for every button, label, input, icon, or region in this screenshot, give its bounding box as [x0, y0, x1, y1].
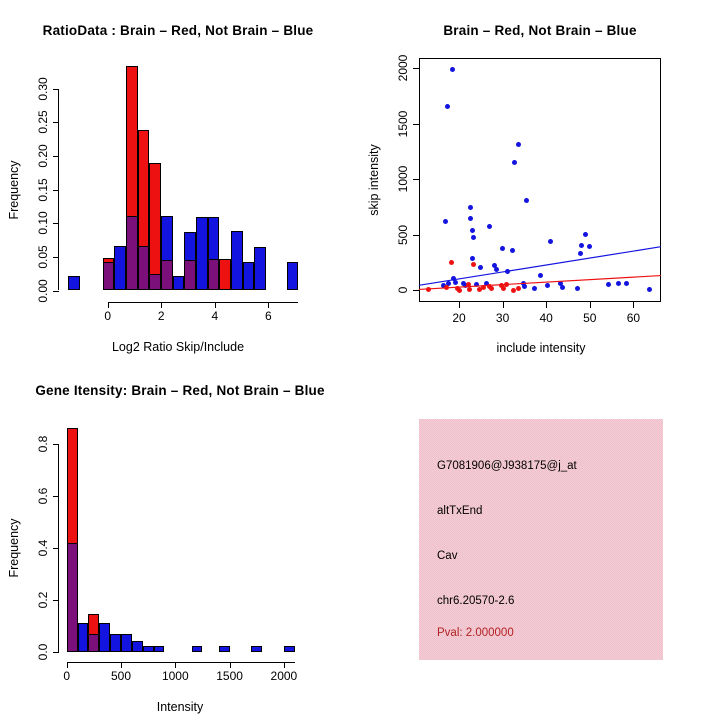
histogram-bar	[251, 646, 262, 652]
y-tick-label: 0.05	[36, 245, 50, 269]
scatter-point-not-brain	[516, 142, 521, 147]
histogram-bar	[110, 634, 121, 651]
ratio-histogram-title: RatioData : Brain – Red, Not Brain – Blue	[42, 23, 314, 38]
y-axis-tick	[53, 223, 59, 224]
y-axis-tick	[53, 89, 59, 90]
histogram-bar	[184, 232, 196, 261]
histogram-bar	[284, 646, 295, 652]
ratio-histogram-xlabel: Log2 Ratio Skip/Include	[111, 340, 245, 354]
scatter-point-not-brain	[522, 284, 527, 289]
y-tick-label: 0.0	[36, 643, 50, 661]
scatter-point-not-brain	[560, 285, 565, 290]
gene-histogram-title: Gene Itensity: Brain – Red, Not Brain – Blue	[35, 383, 325, 398]
histogram-bar	[287, 262, 299, 290]
x-axis-tick	[633, 302, 634, 308]
ratio-histogram-panel	[0, 0, 360, 360]
histogram-bar-overlap	[126, 216, 138, 291]
gene-name-text: Cav	[437, 550, 458, 562]
histogram-bar-overlap	[103, 262, 115, 291]
histogram-bar	[99, 623, 110, 652]
gene-info-box	[419, 419, 663, 660]
scatter-point-not-brain	[548, 239, 553, 244]
x-axis-line	[108, 302, 299, 303]
histogram-bar	[254, 247, 266, 291]
scatter-point-not-brain	[606, 282, 611, 287]
scatter-point-not-brain	[471, 235, 476, 240]
y-axis-tick	[53, 496, 59, 497]
scatter-point-not-brain	[532, 286, 537, 291]
histogram-bar	[121, 634, 132, 651]
y-tick-label: 0.30	[36, 76, 50, 101]
histogram-bar-overlap	[67, 543, 78, 652]
histogram-bar	[208, 217, 220, 260]
scatter-point-not-brain	[512, 160, 517, 165]
x-tick-label: 50	[583, 310, 597, 325]
y-axis-tick	[53, 122, 59, 123]
scatter-xlabel: include intensity	[496, 341, 586, 355]
x-axis-tick	[175, 662, 176, 668]
y-axis-tick	[53, 600, 59, 601]
x-tick-label: 60	[626, 310, 641, 325]
y-axis-tick	[413, 68, 419, 69]
histogram-bar	[196, 217, 208, 290]
x-axis-tick	[121, 662, 122, 668]
histogram-bar	[126, 66, 138, 216]
y-tick-label: 0.8	[36, 435, 50, 453]
scatter-point-not-brain	[505, 269, 510, 274]
y-tick-label: 0.15	[36, 177, 50, 202]
x-axis-tick	[268, 302, 269, 308]
x-tick-label: 40	[539, 310, 553, 325]
scatter-point-not-brain	[450, 67, 455, 72]
y-axis-tick	[53, 548, 59, 549]
y-tick-label: 0.00	[36, 278, 50, 303]
y-tick-label: 0.2	[36, 591, 50, 609]
histogram-bar	[114, 246, 126, 290]
histogram-bar-overlap	[184, 260, 196, 291]
histogram-bar	[161, 216, 173, 261]
x-tick-label: 500	[110, 669, 132, 683]
y-axis-tick	[413, 179, 419, 180]
histogram-bar-overlap	[149, 274, 161, 290]
scatter-point-not-brain	[494, 267, 499, 272]
x-axis-tick	[503, 302, 504, 308]
y-tick-label: 0	[396, 286, 410, 294]
x-tick-label: 1000	[161, 669, 189, 683]
x-axis-tick	[108, 302, 109, 308]
y-axis-tick	[53, 652, 59, 653]
y-axis-tick	[53, 291, 59, 292]
scatter-plot-box	[419, 58, 661, 301]
y-tick-label: 0.4	[36, 539, 50, 557]
y-axis-tick	[53, 156, 59, 157]
scatter-title: Brain – Red, Not Brain – Blue	[443, 23, 637, 38]
scatter-point-not-brain	[510, 248, 515, 253]
scatter-ylabel: skip intensity	[367, 144, 381, 216]
scatter-point-not-brain	[443, 219, 448, 224]
x-axis-tick	[67, 662, 68, 668]
x-axis-tick	[590, 302, 591, 308]
scatter-point-not-brain	[616, 281, 621, 286]
x-axis-tick	[215, 302, 216, 308]
y-tick-label: 500	[396, 224, 410, 245]
histogram-bar	[154, 646, 165, 652]
histogram-bar	[78, 623, 89, 652]
scatter-point-not-brain	[578, 251, 583, 256]
scatter-point-not-brain	[583, 232, 588, 237]
pval-text: Pval: 2.000000	[437, 627, 514, 639]
x-tick-label: 30	[495, 310, 510, 325]
x-tick-label: 6	[265, 309, 272, 323]
x-axis-line	[67, 662, 295, 663]
histogram-bar-overlap	[138, 246, 150, 290]
y-axis-tick	[413, 235, 419, 236]
histogram-bar	[138, 130, 150, 247]
scatter-point-brain	[504, 282, 509, 287]
chromosome-location-text: chr6.20570-2.6	[437, 595, 515, 607]
scatter-panel	[360, 0, 720, 360]
scatter-point-brain	[444, 285, 449, 290]
histogram-bar-overlap	[88, 634, 99, 651]
y-tick-label: 1500	[396, 110, 410, 137]
y-tick-label: 0.10	[36, 211, 50, 235]
scatter-point-brain	[516, 286, 521, 291]
y-tick-label: 0.6	[36, 487, 50, 505]
histogram-bar	[88, 614, 99, 635]
gene-info-panel	[360, 360, 720, 720]
scatter-point-not-brain	[545, 283, 550, 288]
x-tick-label: 4	[211, 309, 219, 323]
x-tick-label: 20	[452, 310, 466, 325]
histogram-bar-overlap	[208, 259, 220, 291]
y-tick-label: 0.25	[36, 110, 50, 134]
y-tick-label: 2000	[396, 54, 410, 82]
x-tick-label: 0	[104, 309, 112, 323]
scatter-point-not-brain	[524, 198, 529, 203]
x-axis-tick	[161, 302, 162, 308]
y-tick-label: 1000	[396, 165, 410, 193]
histogram-bar	[231, 231, 243, 290]
histogram-bar	[149, 163, 161, 276]
histogram-bar	[143, 646, 154, 652]
gene-histogram-panel	[0, 360, 360, 720]
histogram-bar	[219, 259, 231, 291]
x-axis-tick	[230, 662, 231, 668]
histogram-bar	[173, 276, 185, 291]
scatter-point-not-brain	[478, 265, 483, 270]
scatter-point-brain	[457, 288, 462, 293]
x-tick-label: 0	[63, 669, 71, 683]
x-tick-label: 1500	[216, 669, 243, 683]
gene-histogram-xlabel: Intensity	[156, 700, 204, 714]
x-axis-tick	[546, 302, 547, 308]
y-tick-label: 0.20	[36, 144, 50, 168]
y-axis-tick	[413, 290, 419, 291]
histogram-bar	[192, 646, 203, 652]
scatter-point-not-brain	[538, 273, 543, 278]
histogram-bar	[219, 646, 230, 652]
gene-histogram-ylabel: Frequency	[7, 518, 21, 578]
histogram-bar	[103, 258, 115, 262]
scatter-point-not-brain	[500, 246, 505, 251]
histogram-bar	[243, 262, 255, 290]
event-type-text: altTxEnd	[437, 505, 483, 517]
x-axis-tick	[284, 662, 285, 668]
scatter-point-not-brain	[579, 243, 584, 248]
x-tick-label: 2	[157, 309, 165, 323]
y-axis-tick	[413, 124, 419, 125]
y-axis-tick	[53, 257, 59, 258]
x-tick-label: 2000	[270, 669, 298, 683]
histogram-bar	[68, 276, 80, 291]
x-axis-tick	[459, 302, 460, 308]
y-axis-tick	[53, 190, 59, 191]
histogram-bar	[132, 641, 143, 652]
y-axis-tick	[53, 444, 59, 445]
ratio-histogram-ylabel: Frequency	[7, 160, 21, 220]
histogram-bar	[67, 428, 78, 543]
probe-id-text: G7081906@J938175@j_at	[437, 460, 577, 472]
histogram-bar-overlap	[161, 260, 173, 290]
